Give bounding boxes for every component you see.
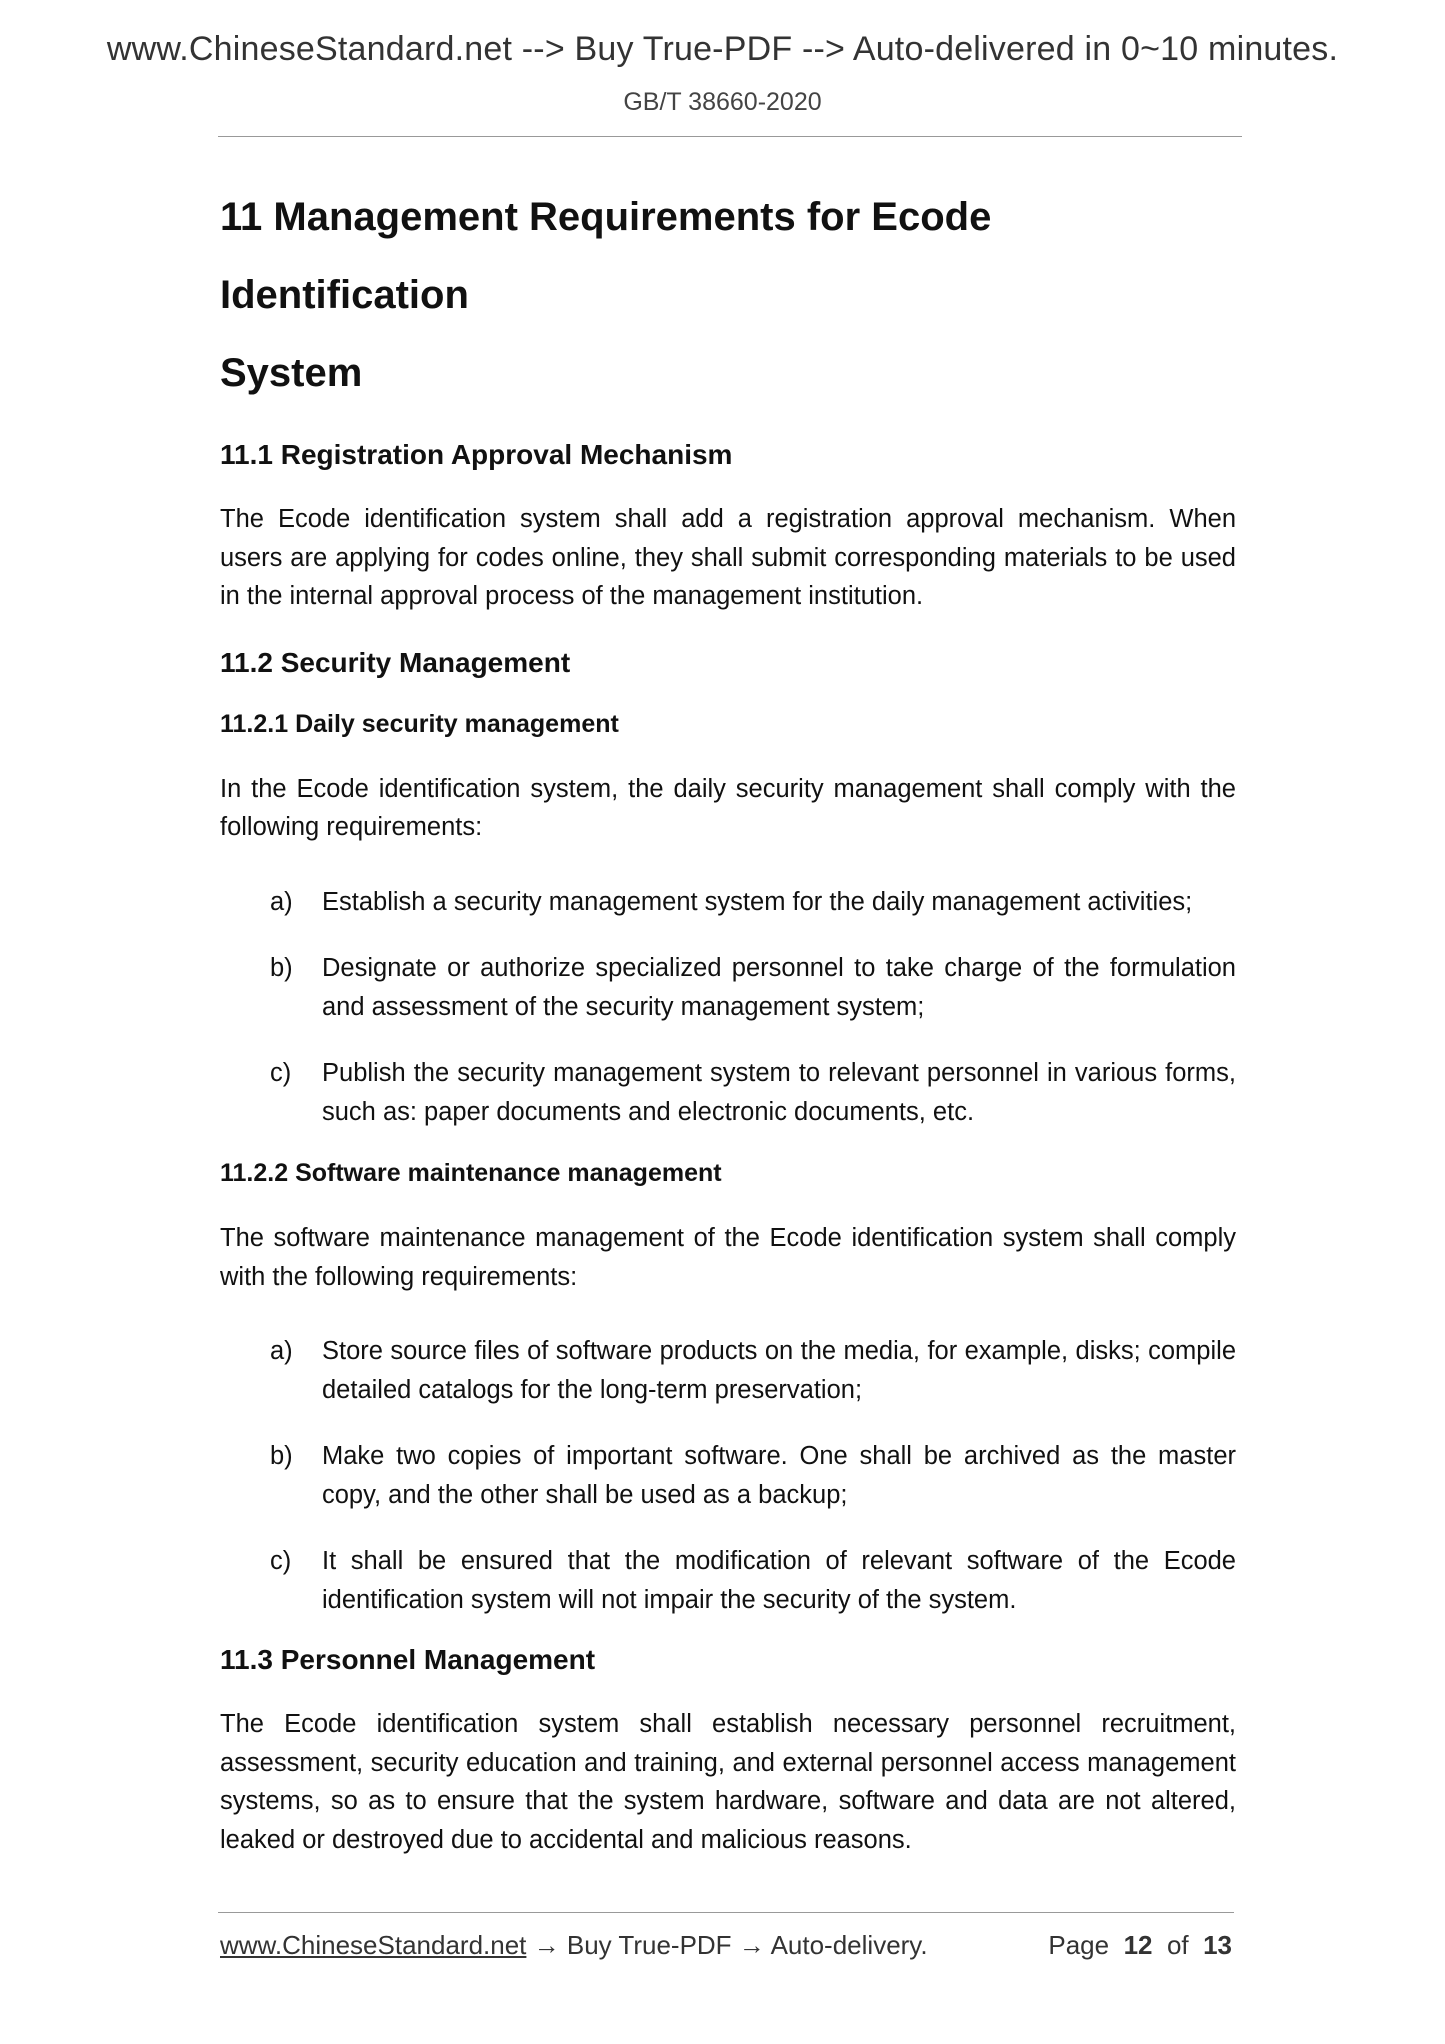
list-item-text: Establish a security management system for the daily management activities; [322,887,1193,916]
subsection-heading-11-2-1: 11.2.1 Daily security management [220,709,619,738]
footer-link-suffix: → Buy True-PDF → Auto-delivery. [526,1930,928,1960]
footer-divider [218,1912,1234,1913]
list-marker: a) [270,887,293,916]
subsection-11-2-1-intro: In the Ecode identification system, the daily security management shall comply with the following requirements: [220,774,1236,841]
list-item [220,883,1236,922]
subsection-11-2-2-intro: The software maintenance management of the Ecode identification system shall comply with the following requirements: [220,1224,1236,1291]
chapter-title-line2: System [220,351,363,395]
standard-number: GB/T 38660-2020 [623,88,822,116]
list-item [220,1542,1236,1619]
section-11-1-paragraph: The Ecode identification system shall add a registration approval mechanism. When users are applying for codes online, they shall submit corresponding materials to be used in the internal approval process of the management institution. [220,505,1236,610]
list-item-text: It shall be ensured that the modification of relevant software of the Ecode identification system will not impair the security of the system. [322,1547,1236,1614]
list-item [220,1054,1236,1131]
section-heading-11-1: 11.1 Registration Approval Mechanism [220,439,733,470]
subsection-heading-11-2-2: 11.2.2 Software maintenance management [220,1159,722,1187]
list-marker: b) [270,1442,293,1470]
list-marker: c) [270,1059,292,1087]
top-banner: www.ChineseStandard.net --> Buy True-PDF --> Auto-delivered in 0~10 minutes. [106,30,1339,68]
page-total: 13 [1203,1930,1232,1960]
footer-site-link[interactable]: www.ChineseStandard.net [220,1930,527,1960]
document-body [220,178,1236,1859]
page-number [1048,1930,1232,1961]
list-item [220,1437,1236,1514]
list-item-text: Publish the security management system to relevant personnel in various forms, such as: paper documents and electronic documents, etc. [322,1059,1236,1126]
list-item-text: Designate or authorize specialized personnel to take charge of the formulation and assessment of the security management system; [322,954,1236,1021]
list-marker: b) [270,954,293,982]
list-item [220,1332,1236,1409]
list-marker: a) [270,1337,293,1365]
chapter-title-line1: 11 Management Requirements for Ecode Identification [220,195,992,317]
daily-security-list [220,883,1236,1132]
section-heading-11-3: 11.3 Personnel Management [220,1644,596,1675]
chapter-title [220,178,1236,412]
software-maintenance-list [220,1332,1236,1619]
page-current: 12 [1123,1930,1153,1960]
footer-link-group [220,1930,928,1961]
page-of: of [1166,1930,1189,1960]
page-footer [220,1930,1232,1961]
page-label: Page [1048,1930,1110,1960]
list-item-text: Make two copies of important software. One shall be archived as the master copy, and the other shall be used as a backup; [322,1442,1236,1509]
header-divider [218,136,1242,137]
list-item [220,949,1236,1026]
section-11-3-paragraph: The Ecode identification system shall establish necessary personnel recruitment, assessment, security education and training, and external personnel access management systems, so as to ensure that the system hardware, software and data are not altered, leaked or destroyed due to accidental and malicious reasons. [220,1710,1236,1854]
section-heading-11-2: 11.2 Security Management [220,646,571,678]
list-item-text: Store source files of software products on the media, for example, disks; compile detailed catalogs for the long-term preservation; [322,1337,1236,1404]
list-marker: c) [270,1547,292,1575]
